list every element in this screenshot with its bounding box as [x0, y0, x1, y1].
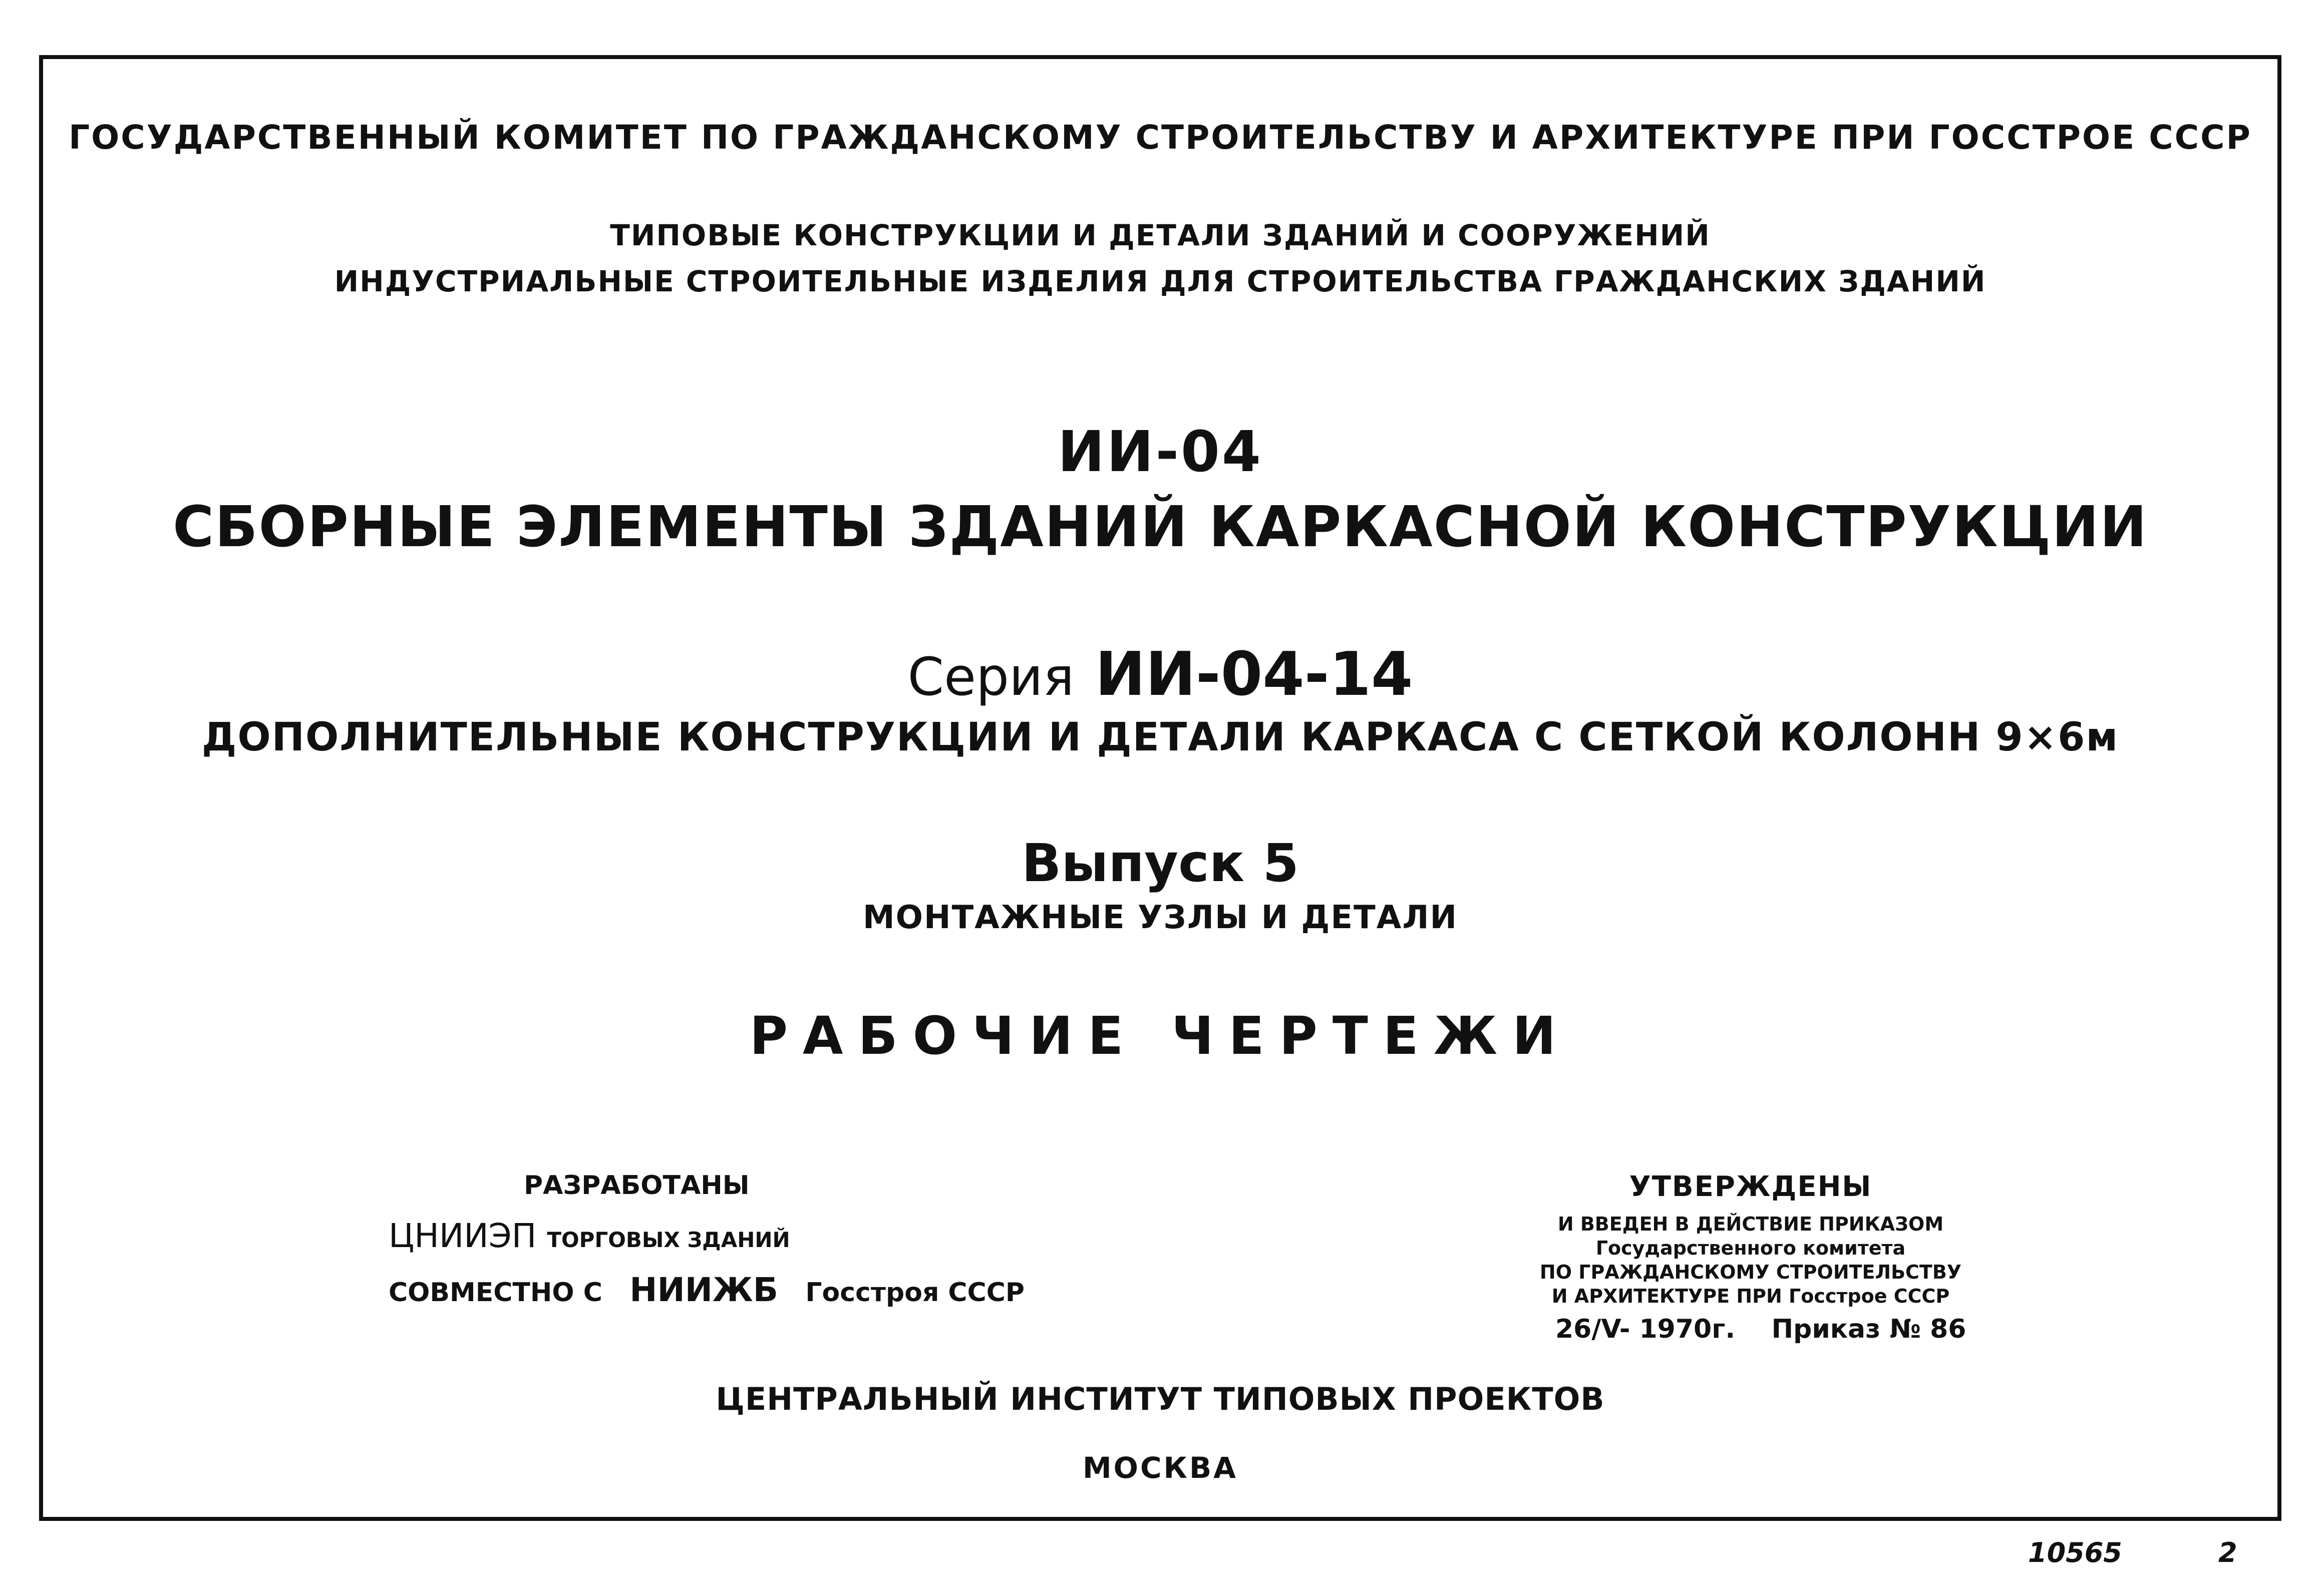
jointly-label: СОВМЕСТНО С [389, 1278, 602, 1308]
series-description: ДОПОЛНИТЕЛЬНЫЕ КОНСТРУКЦИИ И ДЕТАЛИ КАРКАСА С СЕТКОЙ КОЛОНН 9×6м [201, 715, 2119, 760]
series-label: Серия [907, 646, 1075, 707]
approval-text [1520, 1212, 1981, 1308]
order-number: Приказ № 86 [1771, 1314, 1966, 1344]
typical-constructions-line: ТИПОВЫЕ КОНСТРУКЦИИ И ДЕТАЛИ ЗДАНИЙ И СООРУЖЕНИЙ [610, 218, 1711, 252]
main-title: СБОРНЫЕ ЭЛЕМЕНТЫ ЗДАНИЙ КАРКАСНОЙ КОНСТРУКЦИИ [172, 495, 2148, 560]
approved-header: УТВЕРЖДЕНЫ [1629, 1170, 1872, 1203]
issue-description: МОНТАЖНЫЕ УЗЛЫ И ДЕТАЛИ [862, 899, 1458, 936]
approval-line-3: ПО ГРАЖДАНСКОМУ СТРОИТЕЛЬСТВУ [1539, 1261, 1962, 1283]
partner-detail: Госстроя СССР [805, 1278, 1025, 1308]
developer-org [389, 1217, 790, 1255]
approved-block [1520, 1170, 1981, 1344]
title-sheet-frame [39, 55, 2281, 1521]
co-developer [389, 1271, 1025, 1309]
series-line [43, 640, 2277, 709]
page-number: 2 [2218, 1537, 2237, 1568]
approval-line-1: И ВВЕДЕН В ДЕЙСТВИЕ ПРИКАЗОМ [1557, 1213, 1944, 1235]
developed-header: РАЗРАБОТАНЫ [524, 1170, 750, 1201]
approval-date: 26/V- 1970г. [1555, 1314, 1736, 1344]
partner-name: НИИЖБ [629, 1271, 779, 1309]
approval-order [1520, 1314, 1981, 1344]
developer-detail: ТОРГОВЫХ ЗДАНИЙ [547, 1228, 790, 1252]
catalog-code: ИИ-04 [1058, 420, 1263, 485]
industrial-products-line: ИНДУСТРИАЛЬНЫЕ СТРОИТЕЛЬНЫЕ ИЗДЕЛИЯ ДЛЯ СТРОИТЕЛЬСТВА ГРАЖДАНСКИХ ЗДАНИЙ [334, 264, 1986, 298]
committee-line: ГОСУДАРСТВЕННЫЙ КОМИТЕТ ПО ГРАЖДАНСКОМУ СТРОИТЕЛЬСТВУ И АРХИТЕКТУРЕ ПРИ ГОССТРОЕ СССР [69, 118, 2252, 157]
approval-line-4: И АРХИТЕКТУРЕ ПРИ Госстрое СССР [1551, 1285, 1950, 1307]
document-number: 10565 [2028, 1537, 2122, 1568]
publisher-city: МОСКВА [1082, 1451, 1238, 1485]
issue-title: Выпуск 5 [1022, 833, 1299, 894]
approval-line-2: Государственного комитета [1595, 1237, 1906, 1259]
publisher-institute: ЦЕНТРАЛЬНЫЙ ИНСТИТУТ ТИПОВЫХ ПРОЕКТОВ [716, 1381, 1605, 1417]
developer-name: ЦНИИЭП [389, 1217, 537, 1255]
working-drawings-title: РАБОЧИЕ ЧЕРТЕЖИ [749, 1005, 1571, 1066]
series-code: ИИ-04-14 [1095, 640, 1413, 709]
